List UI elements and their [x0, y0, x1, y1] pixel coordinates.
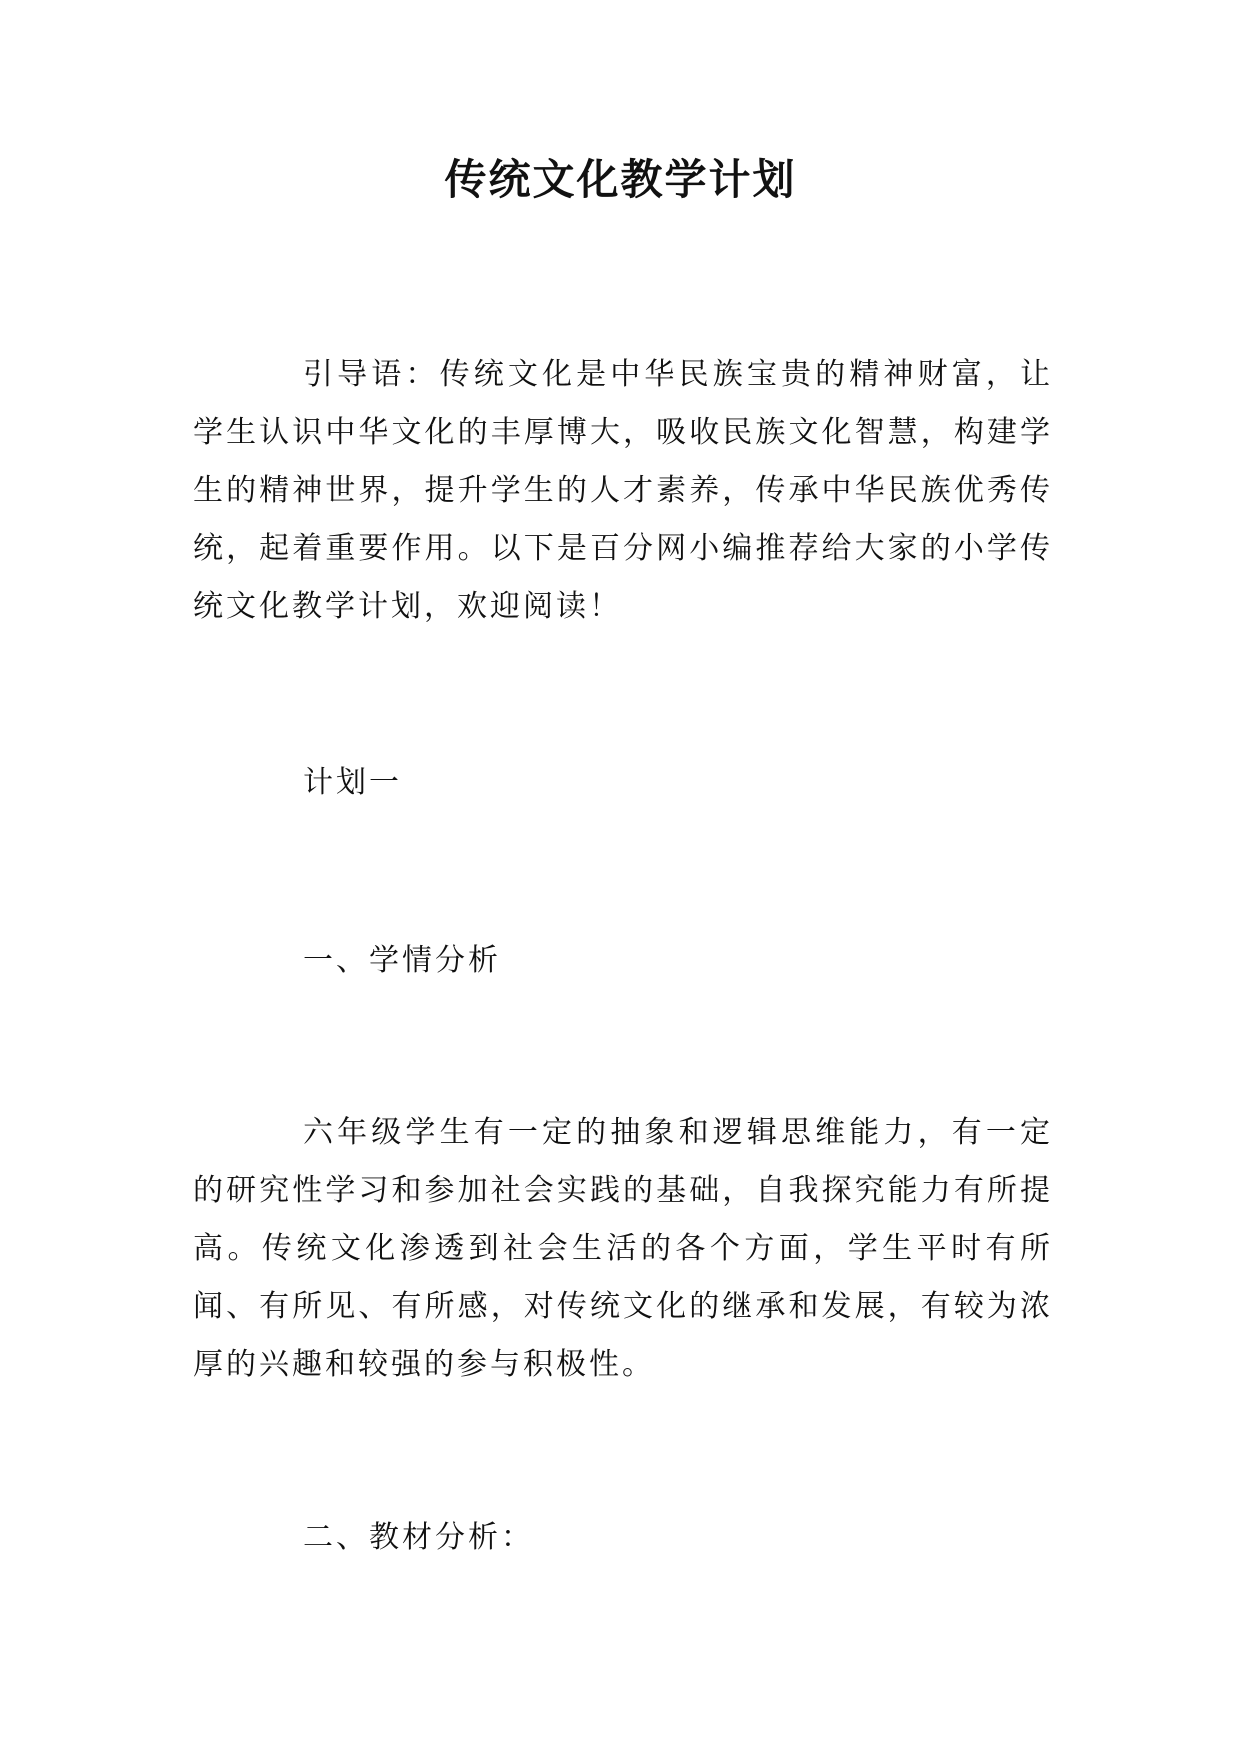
- section-1-paragraph: 六年级学生有一定的抽象和逻辑思维能力，有一定的研究性学习和参加社会实践的基础，自我探究能力有所提高。传统文化渗透到社会生活的各个方面，学生平时有所闻、有所见、有所感，对传统文化的继承和发展，有较为浓厚的兴趣和较强的参与积极性。: [193, 1115, 1053, 1382]
- plan-label: 计划一: [303, 765, 402, 800]
- section-heading-2: 二、教材分析：: [303, 1520, 534, 1555]
- section-heading-1: 一、学情分析: [303, 943, 501, 978]
- intro-paragraph: 引导语：传统文化是中华民族宝贵的精神财富，让学生认识中华文化的丰厚博大，吸收民族文化智慧，构建学生的精神世界，提升学生的人才素养，传承中华民族优秀传统，起着重要作用。以下是百分网小编推荐给大家的小学传统文化教学计划，欢迎阅读！: [193, 357, 1053, 624]
- page-title: 传统文化教学计划: [444, 155, 797, 204]
